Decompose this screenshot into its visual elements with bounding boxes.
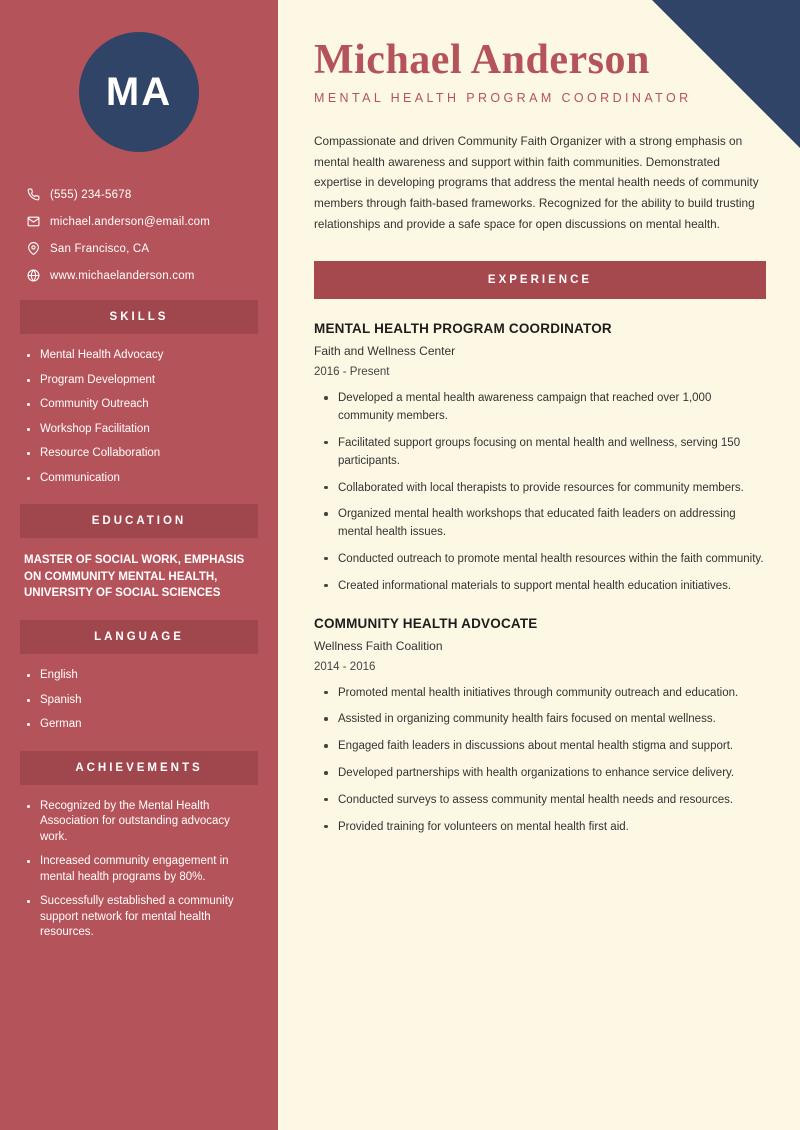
sidebar	[0, 0, 278, 1130]
profile-summary: Compassionate and driven Community Faith Organizer with a strong emphasis on mental health awareness and support within faith communities. Demonstrated expertise in developing programs that address the mental health needs of community members through faith-based frameworks. Recognized for the ability to build trusting relationships and provide a safe space for open discussions on mental health.	[314, 134, 759, 231]
job-organization: Wellness Faith Coalition	[314, 638, 443, 653]
list-item: Recognized by the Mental Health Association for outstanding advocacy work.	[24, 799, 258, 846]
list-item: Program Development	[24, 373, 258, 389]
phone-icon	[22, 188, 44, 201]
skills-list	[20, 348, 258, 486]
job-dates: 2016 - Present	[314, 366, 390, 379]
contact-list	[20, 188, 258, 282]
list-item: Conducted surveys to assess community mental health needs and resources.	[320, 792, 766, 810]
avatar: MA	[79, 32, 199, 152]
contact-item-email[interactable]	[22, 215, 258, 228]
list-item: Spanish	[24, 693, 258, 709]
list-item: Conducted outreach to promote mental health resources within the faith community.	[320, 551, 766, 569]
location-pin-icon	[22, 242, 44, 255]
job-role-subtitle: MENTAL HEALTH PROGRAM COORDINATOR	[314, 91, 692, 106]
contact-item-phone[interactable]	[22, 188, 258, 201]
list-item: German	[24, 717, 258, 733]
contact-email-text: michael.anderson@email.com	[50, 215, 211, 228]
page-title: Michael Anderson	[314, 37, 650, 83]
job-bullet-list	[314, 390, 766, 595]
list-item: Collaborated with local therapists to provide resources for community members.	[320, 480, 766, 498]
experience-heading: EXPERIENCE	[314, 261, 766, 299]
list-item: Community Outreach	[24, 397, 258, 413]
list-item: Created informational materials to support mental health education initiatives.	[320, 578, 766, 596]
contact-phone-text: (555) 234-5678	[50, 188, 132, 201]
contact-website-text: www.michaelanderson.com	[50, 269, 195, 282]
experience-entry	[314, 321, 766, 595]
list-item: Engaged faith leaders in discussions about mental health stigma and support.	[320, 738, 766, 756]
job-bullet-list	[314, 685, 766, 837]
list-item: Communication	[24, 471, 258, 487]
main-content	[278, 0, 800, 1130]
list-item: Workshop Facilitation	[24, 422, 258, 438]
list-item: Mental Health Advocacy	[24, 348, 258, 364]
list-item: Assisted in organizing community health fairs focused on mental wellness.	[320, 711, 766, 729]
job-title: COMMUNITY HEALTH ADVOCATE	[314, 615, 538, 631]
list-item: Organized mental health workshops that educated faith leaders on addressing mental health issues.	[320, 506, 766, 542]
job-dates: 2014 - 2016	[314, 660, 376, 673]
skills-heading: SKILLS	[20, 300, 258, 334]
job-title: MENTAL HEALTH PROGRAM COORDINATOR	[314, 321, 612, 337]
list-item: English	[24, 668, 258, 684]
education-heading: EDUCATION	[20, 504, 258, 538]
list-item: Increased community engagement in mental health programs by 80%.	[24, 854, 258, 885]
job-organization: Faith and Wellness Center	[314, 344, 456, 359]
list-item: Resource Collaboration	[24, 446, 258, 462]
education-text: MASTER OF SOCIAL WORK, EMPHASIS ON COMMUNITY MENTAL HEALTH, UNIVERSITY OF SOCIAL SCIENCES	[24, 554, 245, 600]
globe-icon	[22, 269, 44, 282]
list-item: Developed a mental health awareness campaign that reached over 1,000 community members.	[320, 390, 766, 426]
language-heading: LANGUAGE	[20, 620, 258, 654]
experience-entry	[314, 616, 766, 837]
avatar-wrap	[20, 0, 258, 152]
contact-item-website[interactable]	[22, 269, 258, 282]
list-item: Provided training for volunteers on mental health first aid.	[320, 819, 766, 837]
list-item: Successfully established a community support network for mental health resources.	[24, 894, 258, 941]
contact-location-text: San Francisco, CA	[50, 242, 150, 255]
achievements-list	[20, 799, 258, 941]
list-item: Facilitated support groups focusing on mental health and wellness, serving 150 participants.	[320, 435, 766, 471]
list-item: Developed partnerships with health organizations to enhance service delivery.	[320, 765, 766, 783]
list-item: Promoted mental health initiatives through community outreach and education.	[320, 685, 766, 703]
envelope-icon	[22, 215, 44, 228]
achievements-heading: ACHIEVEMENTS	[20, 751, 258, 785]
contact-item-location[interactable]	[22, 242, 258, 255]
language-list	[20, 668, 258, 733]
